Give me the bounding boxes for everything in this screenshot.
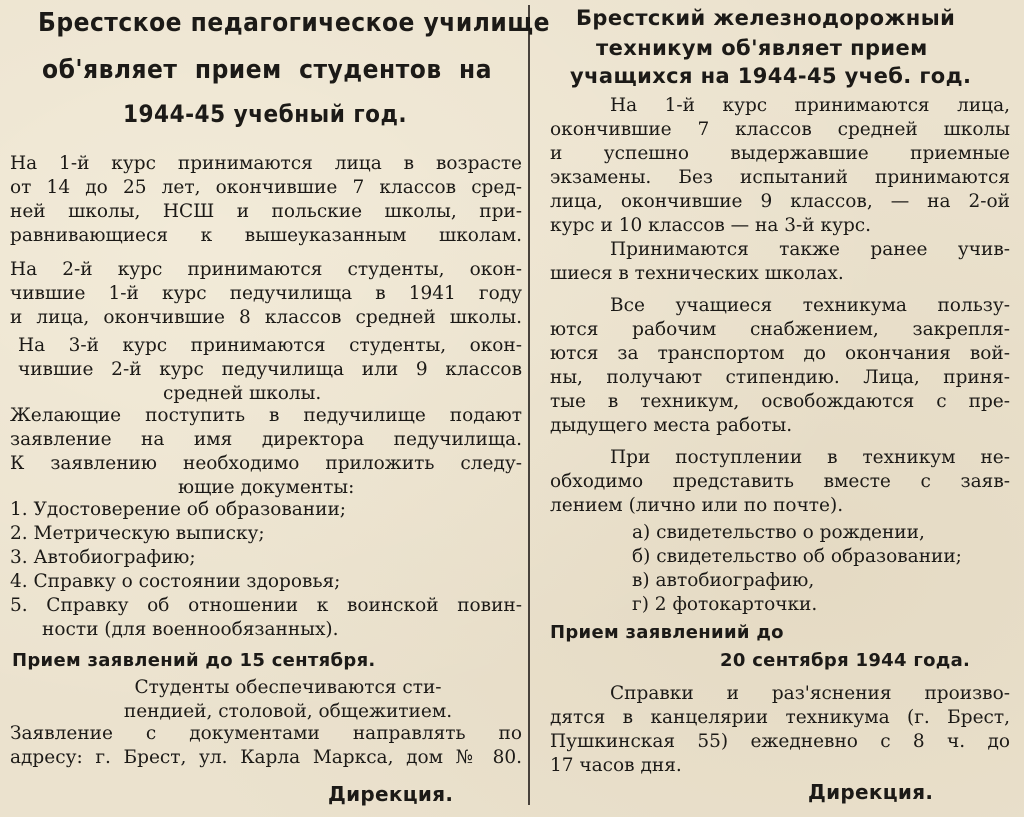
text-line: ны, получают стипендию. Лица, приня- <box>550 367 1010 388</box>
text-line: На 2-й курс принимаются студенты, окон- <box>10 259 522 280</box>
text-line: Желающие поступить в педучилище подают <box>10 405 522 426</box>
text-line: Заявление с документами направлять по <box>10 723 522 744</box>
left-headline-line-2: об'являет прием студентов на <box>42 55 492 85</box>
text-line: шиеся в технических школах. <box>550 263 844 284</box>
text-line: тые в техникум, освобождаются с пре- <box>550 391 1010 412</box>
right-headline-line-1: Брестский железнодорожный <box>576 6 956 30</box>
text-line: На 1-й курс принимаются лица, <box>610 95 1010 116</box>
text-line: ются за транспортом до окончания вой- <box>550 343 1010 364</box>
text-line: Студенты обеспечиваются сти- <box>134 677 442 698</box>
text-line: На 3-й курс принимаются студенты, окон- <box>18 335 522 356</box>
text-line: чившие 1-й курс педучилища в 1941 году <box>10 283 522 304</box>
left-headline-line-1: Брестское педагогическое училище <box>38 8 551 38</box>
text-line: средней школы. <box>163 383 322 404</box>
list-item: 5. Справку об отношении к воинской повин- <box>10 595 522 616</box>
right-paragraph-4 <box>550 446 1010 518</box>
list-item: 4. Справку о состоянии здоровья; <box>10 571 341 592</box>
left-deadline: Прием заявлений до 15 сентября. <box>12 650 376 671</box>
text-line: пендией, столовой, общежитием. <box>123 701 453 722</box>
text-line: курс и 10 классов — на 3-й курс. <box>550 215 872 236</box>
left-paragraph-5 <box>88 676 488 724</box>
right-headline-line-2: техникум об'являет прием <box>596 36 928 60</box>
text-line: заявление на имя директора педучилища. <box>10 429 522 450</box>
left-signature: Дирекция. <box>328 782 454 806</box>
text-line: лица, окончившие 9 классов, — на 2-ой <box>550 191 1010 212</box>
list-item: ности (для военнообязанных). <box>42 619 339 640</box>
text-line: Справки и раз'яснения произво- <box>610 683 1010 704</box>
text-line: Все учащиеся техникума пользу- <box>610 295 1010 316</box>
right-paragraph-3 <box>550 294 1010 438</box>
text-line: Принимаются также ранее учив- <box>610 239 1010 260</box>
text-line: лением (лично или по почте). <box>550 495 844 516</box>
right-deadline-line-2: 20 сентября 1944 года. <box>720 650 971 671</box>
list-item: б) свидетельство об образовании; <box>632 546 962 567</box>
text-line: адресу: г. Брест, ул. Карла Маркса, дом № 80. <box>10 747 522 768</box>
list-item: 3. Автобиографию; <box>10 547 196 568</box>
text-line: дыдущего места работы. <box>550 415 793 436</box>
left-paragraph-3 <box>18 334 522 406</box>
text-line: 17 часов дня. <box>550 755 682 776</box>
right-signature: Дирекция. <box>808 780 934 804</box>
text-line: чившие 2-й курс педучилища или 9 классов <box>18 359 522 380</box>
text-line: дятся в канцелярии техникума (г. Брест, <box>550 707 1010 728</box>
text-line: При поступлении в техникум не- <box>610 447 1010 468</box>
left-paragraph-4 <box>10 404 522 500</box>
left-paragraph-1 <box>10 152 522 248</box>
left-headline-line-3: 1944-45 учебный год. <box>123 100 408 128</box>
right-deadline-line-1: Прием заявлениий до <box>550 622 784 643</box>
text-line: обходимо представить вместе с заяв- <box>550 471 1010 492</box>
text-line: На 1-й курс принимаются лица в возрасте <box>10 153 522 174</box>
left-paragraph-6 <box>10 722 522 770</box>
right-paragraph-1 <box>550 94 1010 238</box>
text-line: и лица, окончившие 8 классов средней школы. <box>10 307 522 328</box>
text-line: и успешно выдержавшие приемные <box>550 143 1010 164</box>
left-documents-list <box>10 498 522 642</box>
right-documents-list <box>632 521 1008 617</box>
right-paragraph-2 <box>550 238 1010 286</box>
column-divider <box>528 5 530 805</box>
text-line: ющие документы: <box>178 477 355 498</box>
text-line: равнивающиеся к вышеуказанным школам. <box>10 225 522 246</box>
right-paragraph-5 <box>550 682 1010 778</box>
right-headline-line-3: учащихся на 1944-45 учеб. год. <box>570 64 972 88</box>
list-item: а) свидетельство о рождении, <box>632 522 925 543</box>
left-paragraph-2 <box>10 258 522 330</box>
text-line: ней школы, НСШ и польские школы, при- <box>10 201 522 222</box>
text-line: окончившие 7 классов средней школы <box>550 119 1010 140</box>
list-item: г) 2 фотокарточки. <box>632 594 818 615</box>
text-line: Пушкинская 55) ежедневно с 8 ч. до <box>550 731 1010 752</box>
text-line: экзамены. Без испытаний принимаются <box>550 167 1010 188</box>
text-line: от 14 до 25 лет, окончившие 7 классов сред- <box>10 177 522 198</box>
text-line: К заявлению необходимо приложить следу- <box>10 453 522 474</box>
list-item: 2. Метрическую выписку; <box>10 523 265 544</box>
list-item: в) автобиографию, <box>632 570 815 591</box>
list-item: 1. Удостоверение об образовании; <box>10 499 347 520</box>
text-line: ются рабочим снабжением, закрепля- <box>550 319 1010 340</box>
